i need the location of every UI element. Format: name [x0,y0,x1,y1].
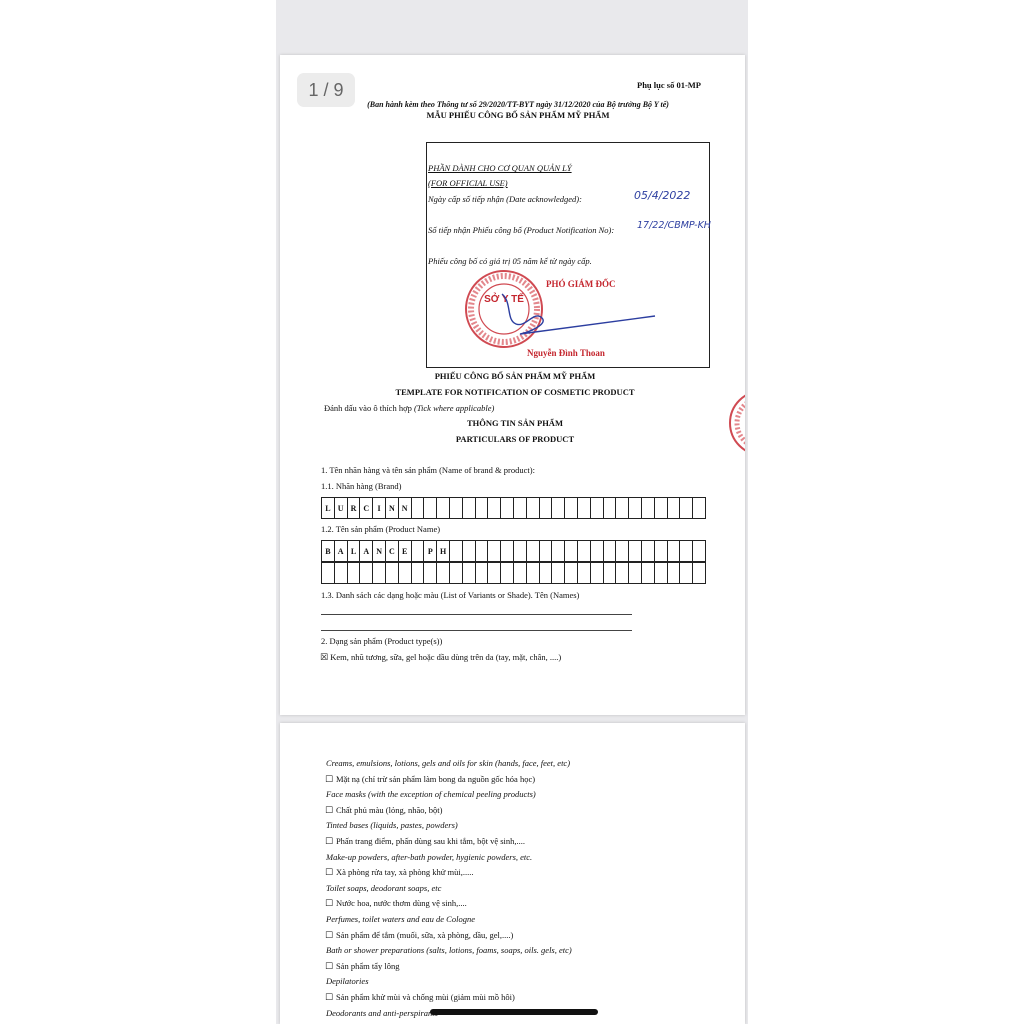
letter-cell [540,562,553,584]
letter-cell [565,497,578,519]
product-type-translation: Bath or shower preparations (salts, lotions, foams, soaps, oils. gels, etc) [326,945,572,956]
letter-cell [642,562,655,584]
product-type-translation: Make-up powders, after-bath powder, hygienic powders, etc. [326,851,533,862]
letter-cell: H [437,540,450,562]
letter-cell: E [399,540,412,562]
signature-stroke [490,288,660,348]
product-type-option: ☐ Sản phẩm khử mùi và chống mùi (giảm mùi mồ hôi) [325,992,515,1003]
letter-cell [501,562,514,584]
letter-cell: C [386,540,399,562]
letter-cell [360,562,373,584]
variants-line-2 [321,630,632,631]
letter-cell [616,540,629,562]
letter-cell: A [335,540,348,562]
letter-cell: N [399,497,412,519]
brand-letter-grid [321,497,706,519]
letter-cell [335,562,348,584]
letter-cell: A [360,540,373,562]
empty-checkbox-icon: ☐ [325,868,336,879]
form-title: MẪU PHIẾU CÔNG BỐ SẢN PHẨM MỸ PHẨM [426,110,610,120]
product-type-option: ☐ Mặt nạ (chỉ trừ sản phẩm làm bong da nguồn gốc hóa học) [325,773,536,785]
letter-cell [450,562,463,584]
letter-cell [450,497,463,519]
letter-cell [527,540,540,562]
letter-cell [693,540,706,562]
letter-cell [578,540,591,562]
letter-cell: N [373,540,386,562]
letter-cell [616,562,629,584]
letter-cell [591,562,604,584]
letter-cell [655,497,668,519]
empty-checkbox-icon: ☐ [325,899,336,910]
letter-cell: I [373,497,386,519]
letter-cell [655,562,668,584]
product-type-option: ☐ Nước hoa, nước thơm dùng vệ sinh,.... [325,898,467,910]
date-acknowledged-value: 05/4/2022 [634,189,691,202]
letter-cell [680,497,693,519]
letter-cell [322,562,335,584]
letter-cell [348,562,361,584]
letter-cell [591,540,604,562]
letter-cell [463,497,476,519]
notification-number-label: Số tiếp nhận Phiếu công bố (Product Notification No): [428,225,615,235]
question-2: 2. Dạng sản phẩm (Product type(s)) [321,636,443,646]
letter-cell: L [348,540,361,562]
letter-cell [463,540,476,562]
official-heading: PHẦN DÀNH CHO CƠ QUAN QUẢN LÝ [428,163,572,173]
letter-cell [424,497,437,519]
product-type-checked-item: ☒ Kem, nhũ tương, sữa, gel hoặc dầu dùng trên da (tay, mặt, chân, ....) [320,652,562,663]
empty-checkbox-icon: ☐ [325,837,336,847]
letter-cell [680,540,693,562]
letter-cell [552,540,565,562]
product-type-translation: Tinted bases (liquids, pastes, powders) [326,820,458,831]
letter-cell [463,562,476,584]
notification-number-value: 17/22/CBMP-KH [637,220,711,231]
letter-cell [373,562,386,584]
letter-cell [604,540,617,562]
empty-checkbox-icon: ☐ [325,774,336,785]
empty-checkbox-icon: ☐ [325,930,336,941]
question-1-1: 1.1. Nhãn hàng (Brand) [321,481,402,491]
letter-cell [501,497,514,519]
letter-cell [450,540,463,562]
letter-cell [604,497,617,519]
letter-cell [527,497,540,519]
letter-cell [578,497,591,519]
question-1-3: 1.3. Danh sách các dạng hoặc màu (List of Variants or Shade). Tên (Names) [321,590,580,600]
question-1: 1. Tên nhãn hàng và tên sản phẩm (Name of brand & product): [321,465,535,475]
letter-cell [668,562,681,584]
letter-cell [412,497,425,519]
letter-cell: L [322,497,335,519]
product-type-translation: Creams, emulsions, lotions, gels and oils for skin (hands, face, feet, etc) [326,758,571,768]
checked-box-icon: ☒ [320,653,329,663]
particulars-title-vn: THÔNG TIN SẢN PHẨM [467,418,563,428]
letter-cell [476,497,489,519]
letter-cell [437,562,450,584]
letter-cell: C [360,497,373,519]
product-type-option: ☐ Sản phẩm tẩy lông [325,960,400,972]
letter-cell [514,562,527,584]
letter-cell [591,497,604,519]
issued-with-line: (Ban hành kèm theo Thông tư số 29/2020/TT-BYT ngày 31/12/2020 của Bộ trưởng Bộ Y tế) [367,100,669,109]
letter-cell: P [424,540,437,562]
letter-cell [642,497,655,519]
letter-cell [399,562,412,584]
letter-cell [514,540,527,562]
letter-cell [514,497,527,519]
appendix-label: Phụ lục số 01-MP [637,80,701,90]
letter-cell [693,497,706,519]
letter-cell [488,540,501,562]
letter-cell [540,540,553,562]
letter-cell [629,562,642,584]
product-type-option: ☐ Sản phẩm để tắm (muối, sữa, xà phòng, dầu, gel,....) [325,929,514,941]
letter-cell [412,540,425,562]
letter-cell [501,540,514,562]
notification-title-en: TEMPLATE FOR NOTIFICATION OF COSMETIC PRODUCT [395,387,635,397]
letter-cell: R [348,497,361,519]
product-type-list [0,0,1,1]
notification-title-vn: PHIẾU CÔNG BỐ SẢN PHẨM MỸ PHẨM [434,371,596,381]
letter-cell [386,562,399,584]
product-type-translation: Face masks (with the exception of chemical peeling products) [326,789,536,800]
letter-cell [655,540,668,562]
empty-checkbox-icon: ☐ [325,805,336,816]
product-type-translation: Deodorants and anti-perspirants [326,1007,438,1018]
product-type-translation: Perfumes, toilet waters and eau de Cologne [326,914,475,924]
empty-checkbox-icon: ☐ [325,993,336,1003]
letter-cell [412,562,425,584]
validity-label: Phiếu công bố có giá trị 05 năm kể từ ngày cấp. [428,256,592,266]
letter-cell [578,562,591,584]
product-type-translation: Toilet soaps, deodorant soaps, etc [326,882,442,893]
product-type-option: ☐ Phấn trang điểm, phấn dùng sau khi tắm, bột vệ sinh,.... [325,836,526,847]
letter-cell [552,562,565,584]
letter-cell [476,540,489,562]
letter-cell [693,562,706,584]
letter-cell [437,497,450,519]
particulars-title-en: PARTICULARS OF PRODUCT [455,434,575,444]
letter-cell: B [322,540,335,562]
letter-cell [629,540,642,562]
letter-cell [680,562,693,584]
tick-note: Đánh dấu vào ô thích hợp (Tick where applicable) [324,403,495,413]
letter-cell [668,497,681,519]
letter-cell [565,562,578,584]
variants-line-1 [321,614,632,615]
official-heading-en: (FOR OFFICIAL USE) [428,178,508,188]
letter-cell [616,497,629,519]
signer-title: PHÓ GIÁM ĐỐC [546,279,616,289]
page-counter[interactable]: 1 / 9 [297,73,355,107]
letter-cell [488,497,501,519]
empty-checkbox-icon: ☐ [325,961,336,972]
letter-cell [642,540,655,562]
letter-cell [565,540,578,562]
signer-name: Nguyễn Đình Thoan [527,348,605,358]
letter-cell [527,562,540,584]
product-type-option: ☐ Xà phòng rửa tay, xà phòng khử mùi,..... [325,867,474,879]
product-name-grid-row-1 [321,540,706,562]
letter-cell [540,497,553,519]
question-1-2: 1.2. Tên sản phẩm (Product Name) [321,524,441,534]
letter-cell [476,562,489,584]
letter-cell: U [335,497,348,519]
product-type-option: ☐ Chất phủ màu (lỏng, nhão, bột) [325,804,443,816]
stamp-center-text: SỞ Y TẾ [484,294,524,305]
product-name-grid-row-2 [321,562,706,584]
letter-cell [488,562,501,584]
date-acknowledged-label: Ngày cấp số tiếp nhận (Date acknowledged): [428,194,582,204]
letter-cell [424,562,437,584]
letter-cell [668,540,681,562]
letter-cell [604,562,617,584]
letter-cell [629,497,642,519]
letter-cell [552,497,565,519]
product-type-translation: Depilatories [326,976,369,987]
scroll-indicator[interactable] [430,1009,598,1015]
letter-cell: N [386,497,399,519]
